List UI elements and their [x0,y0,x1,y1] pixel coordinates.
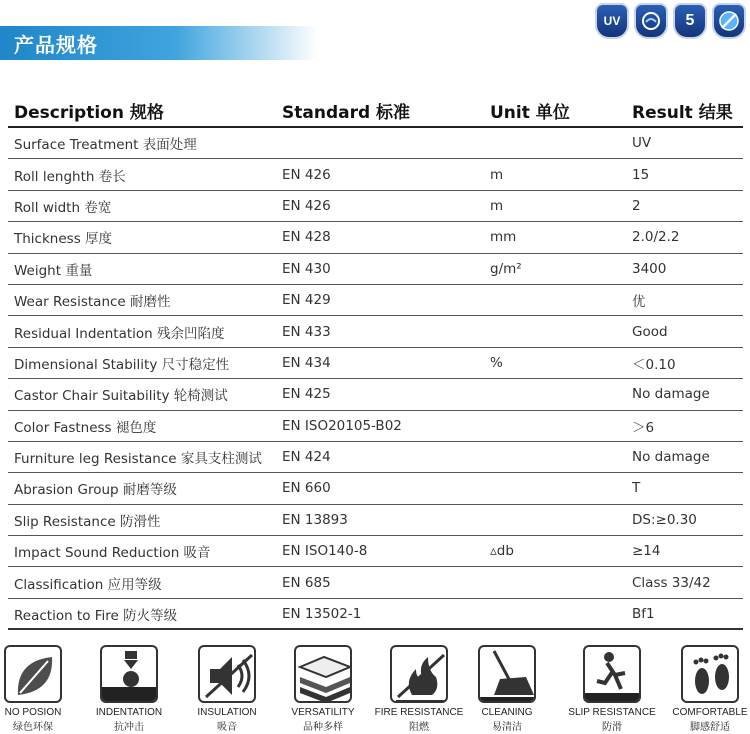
cell-description: Surface Treatment 表面处理 [14,137,197,154]
table-row [8,254,743,285]
cell-description: Residual Indentation 残余凹陷度 [14,325,225,342]
table-row [8,128,743,159]
cell-result: DS:≥0.30 [632,511,697,528]
cell-standard: EN 685 [282,574,331,591]
feature-label-zh: 抗冲击 [114,722,144,733]
feature-label: INDENTATION [95,707,163,718]
table-row [8,316,743,347]
table-row [8,411,743,442]
header-unit: Unit 单位 [490,102,570,123]
feature-label-zh: 绿色环保 [13,722,53,733]
section-banner [0,26,318,60]
cell-standard: EN 428 [282,229,331,246]
cell-result: Bf1 [632,605,655,622]
slip-icon [583,645,641,703]
cell-description: Wear Resistance 耐磨性 [14,294,171,311]
cell-description: Thickness 厚度 [14,231,113,248]
table-row [8,505,743,536]
cell-description: Classification 应用等级 [14,576,162,593]
feature-label-zh: 吸音 [217,722,237,733]
no-fire-icon [390,645,448,703]
feature-fire-resistance [374,645,464,733]
cell-standard: EN 13893 [282,511,348,528]
feature-label-zh: 脚感舒适 [690,722,730,733]
uv-badge-icon [595,3,629,39]
water-badge-icon [634,3,668,39]
table-row [8,285,743,316]
cell-standard: EN 660 [282,480,331,497]
cell-standard: EN ISO140-8 [282,543,368,560]
cell-description: Reaction to Fire 防火等级 [14,607,178,624]
guarantee-badge-icon [673,3,707,39]
cell-description: Abrasion Group 耐磨等级 [14,482,177,499]
table-row [8,348,743,379]
cell-description: Dimensional Stability 尺寸稳定性 [14,356,230,373]
cell-result: No damage [632,386,710,403]
feature-comfortable [665,645,750,733]
cell-result: 2 [632,197,641,214]
cell-result: ＞6 [632,419,655,436]
cell-standard: EN 433 [282,323,331,340]
cell-standard: EN 434 [282,354,331,371]
feature-slip-resistance [567,645,657,733]
cell-description: Impact Sound Reduction 吸音 [14,545,211,562]
cell-standard: EN ISO20105-B02 [282,417,402,434]
no-gas-badge-icon [712,3,746,39]
cell-result: 3400 [632,260,667,277]
cell-description: Castor Chair Suitability 轮椅测试 [14,388,228,405]
feature-label: INSULATION [197,707,257,718]
feature-icons [0,645,750,734]
cell-description: Roll width 卷宽 [14,199,112,216]
feature-label: VERSATILITY [291,707,355,718]
cell-standard: EN 429 [282,292,331,309]
feature-label-zh: 易清洁 [492,722,522,733]
feature-label: SLIP RESISTANCE [568,707,656,718]
cell-standard: EN 13502-1 [282,605,362,622]
cell-unit: % [490,354,503,371]
cell-result: Good [632,323,668,340]
cell-result: ＜0.10 [632,356,676,373]
cell-standard: EN 424 [282,449,331,466]
cell-unit: ▵db [490,543,514,560]
header-result: Result 结果 [632,102,733,123]
cell-result: T [632,480,641,497]
cell-standard: EN 425 [282,386,331,403]
table-row [8,473,743,504]
uv-badge-label: UV [603,14,621,28]
cell-unit: m [490,197,504,214]
cell-standard: EN 430 [282,260,331,277]
section-title: 产品规格 [14,33,98,57]
feature-label-zh: 品种多样 [303,722,343,733]
feature-label-zh: 阻燃 [409,722,429,733]
footprints-icon [681,645,739,703]
cell-standard: EN 426 [282,166,331,183]
cell-description: Slip Resistance 防滑性 [14,513,161,530]
header-description: Description 规格 [14,102,164,123]
cell-description: Color Fastness 褪色度 [14,419,157,436]
cell-result: 优 [632,294,646,311]
cell-result: ≥14 [632,543,661,560]
table-row [8,191,743,222]
feature-label-zh: 防滑 [602,722,622,733]
cell-standard: EN 426 [282,197,331,214]
spec-table [8,94,743,630]
table-row [8,567,743,598]
cell-result: 15 [632,166,650,183]
cell-result: No damage [632,449,710,466]
cell-description: Roll lenghth 卷长 [14,168,126,185]
cell-description: Weight 重量 [14,262,93,279]
table-row [8,222,743,253]
broom-icon [478,645,536,703]
cell-unit: g/m² [490,260,522,277]
feature-label: NO POSION [4,707,62,718]
speaker-mute-icon [198,645,256,703]
feature-label: CLEANING [481,707,533,718]
feature-cleaning [462,645,552,733]
header-standard: Standard 标准 [282,102,411,123]
cell-unit: m [490,166,504,183]
cell-result: Class 33/42 [632,574,711,591]
feature-indentation [84,645,174,733]
table-header-row [8,94,743,128]
feature-versatility [278,645,368,733]
layers-icon [294,645,352,703]
table-row [8,159,743,190]
table-row [8,599,743,630]
cell-unit: mm [490,229,517,246]
feature-label: FIRE RESISTANCE [374,707,464,718]
table-row [8,536,743,567]
cell-result: UV [632,135,652,152]
indentation-icon [100,645,158,703]
guarantee-years: 5 [685,12,695,29]
leaf-icon [4,645,62,703]
cell-result: 2.0/2.2 [632,229,680,246]
table-row [8,442,743,473]
feature-no-posion [0,645,78,733]
table-row [8,379,743,410]
certification-badges [595,3,746,39]
feature-insulation [182,645,272,733]
feature-label: COMFORTABLE [672,707,748,718]
cell-description: Furniture leg Resistance 家具支柱测试 [14,451,262,468]
